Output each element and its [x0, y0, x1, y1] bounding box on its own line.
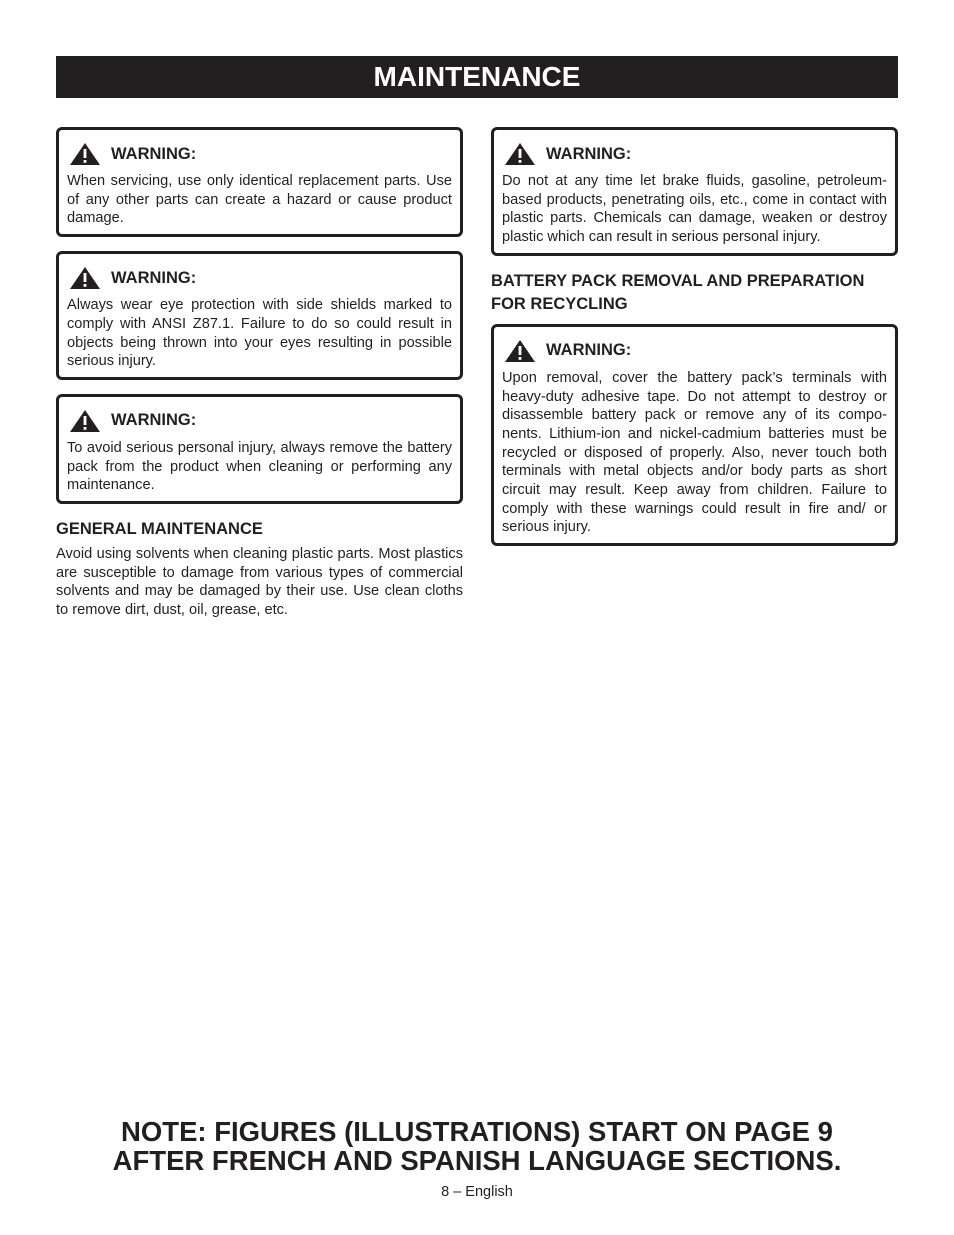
warning-text: Do not at any time let brake fluids, gasoline, petroleum-based products, penetrating oils, etc., come in contact with plastic parts. Chemicals can damage, weaken or destroy plastic which can result in serious personal injury.	[502, 173, 887, 246]
warning-triangle-icon	[69, 409, 101, 433]
general-maintenance-text: Avoid using solvents when cleaning plastic parts. Most plastics are susceptible to damage from various types of commercial solvents and may be damaged by their use. Use clean cloths to remove dirt, dust, oil, grease, etc.	[56, 546, 463, 619]
warning-title: WARNING:	[111, 268, 197, 287]
warning-title: WARNING:	[111, 144, 197, 163]
warning-header	[67, 142, 452, 166]
figures-note-line1: NOTE: FIGURES (ILLUSTRATIONS) START ON PAGE 9	[121, 1116, 833, 1147]
warning-box-battery-terminals	[491, 324, 898, 546]
battery-recycling-heading: BATTERY PACK REMOVAL AND PREPARATION FOR RECYCLING	[491, 271, 865, 313]
left-column	[56, 127, 463, 620]
figures-note-line2: AFTER FRENCH AND SPANISH LANGUAGE SECTIONS.	[112, 1145, 842, 1176]
general-maintenance-heading: GENERAL MAINTENANCE	[56, 520, 263, 539]
warning-box-eye-protection	[56, 251, 463, 380]
warning-header	[502, 142, 887, 166]
figures-note	[60, 1117, 894, 1175]
warning-triangle-icon	[504, 339, 536, 363]
warning-box-chemicals	[491, 127, 898, 256]
warning-text: Always wear eye protection with side shields marked to comply with ANSI Z87.1. Failure to do so could result in objects being thrown into your eyes resulting in possible serious injury.	[67, 297, 452, 370]
right-column	[491, 127, 898, 560]
warning-triangle-icon	[504, 142, 536, 166]
warning-header	[67, 409, 452, 433]
warning-triangle-icon	[69, 266, 101, 290]
warning-title: WARNING:	[111, 411, 197, 430]
warning-header	[67, 266, 452, 290]
warning-triangle-icon	[69, 142, 101, 166]
warning-text: Upon removal, cover the battery pack’s terminals with heavy-duty adhesive tape. Do not attempt to destroy or disassemble battery pack or remove any of its compo-nents. Lithium-ion and nickel-cadmium batteries must be recycled or disposed of properly. Also, never touch both terminals with metal objects and/or body parts as short circuit may result. Keep away from children. Failure to comply with these warnings could result in fire and/ or serious injury.	[502, 369, 887, 536]
warning-text: To avoid serious personal injury, always remove the battery pack from the product when cleaning or performing any maintenance.	[67, 439, 452, 494]
warning-box-remove-battery	[56, 394, 463, 504]
warning-box-replacement-parts	[56, 127, 463, 237]
section-banner	[56, 56, 898, 98]
page-title: MAINTENANCE	[373, 61, 581, 92]
warning-title: WARNING:	[546, 144, 632, 163]
warning-text: When servicing, use only identical replacement parts. Use of any other parts can create a hazard or cause product damage.	[67, 173, 452, 227]
warning-title: WARNING:	[546, 341, 632, 360]
page-number: 8 – English	[441, 1184, 513, 1200]
warning-header	[502, 339, 887, 363]
